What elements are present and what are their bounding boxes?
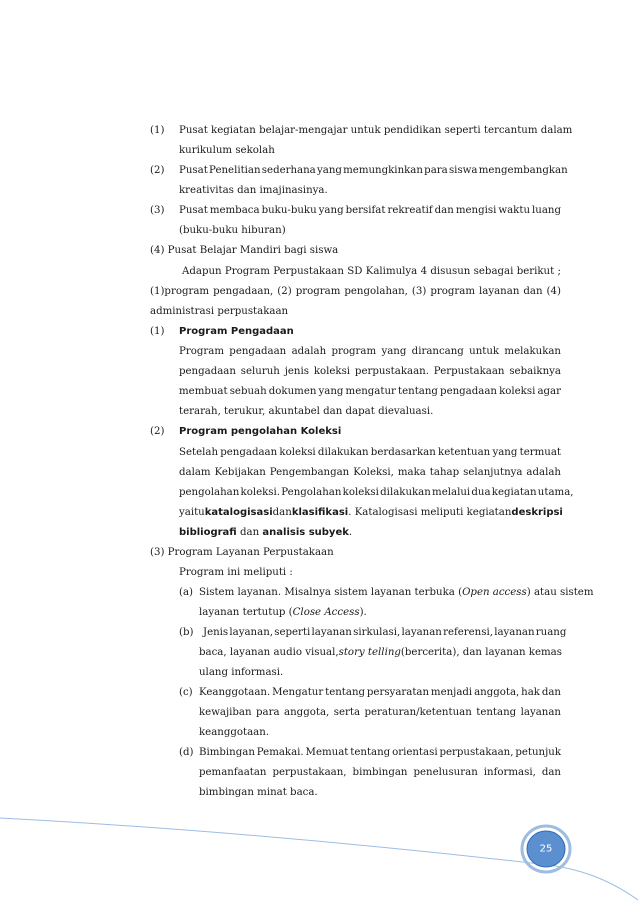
paragraph-line [179,523,352,543]
text: . [348,527,353,538]
paragraph-line: Program pengadaan adalah program yang dirancang untuk melakukan [179,346,561,357]
paragraph-line: bimbingan minat baca. [199,787,318,798]
text: yaitu [179,507,205,518]
bold-term: klasifikasi [291,507,349,518]
paragraph-line: dalam Kebijakan Pengembangan Koleksi, maka tahap selanjutnya adalah [179,467,561,478]
text: ). [359,607,367,618]
section-heading: Program pengolahan Koleksi [179,426,342,437]
text: dan [239,527,260,538]
paragraph-line: (buku-buku hiburan) [179,225,286,236]
list-marker: (b) [179,627,194,638]
italic-term: story telling [338,647,401,658]
bold-term: katalogisasi [204,507,273,518]
section-number: (2) [150,426,165,437]
paragraph-line: pengolahan koleksi. Pengolahan koleksi dilakukan melalui dua kegiatan utama, [179,487,574,498]
paragraph-line: Pusat membaca buku-buku yang bersifat rekreatif dan mengisi waktu luang [179,205,561,216]
text: . Katalogisasi meliputi kegiatan [348,507,512,518]
paragraph-line: Program ini meliputi : [179,567,293,578]
paragraph-line: ulang informasi. [199,667,284,678]
paragraph-line: Pusat Penelitian sederhana yang memungkinkan para siswa mengembangkan [179,165,568,176]
list-marker: (3) [150,205,165,216]
paragraph-line [179,121,573,141]
list-marker: (d) [179,747,194,758]
paragraph-line: (3) Program Layanan Perpustakaan [150,547,334,558]
paragraph-line: (1)program pengadaan, (2) program pengolahan, (3) program layanan dan (4) [150,286,561,297]
paragraph-line: Jenis layanan, seperti layanan sirkulasi, layanan referensi, layanan ruang [203,627,567,638]
text: layanan tertutup ( [199,607,293,618]
paragraph-line: Bimbingan Pemakai. Memuat tentang orientasi perpustakaan, petunjuk [199,747,561,758]
bold-term: bibliografi [179,527,237,538]
text: (bercerita), dan layanan kemas [400,647,562,658]
text: Sistem layanan. Misalnya sistem layanan terbuka ( [199,587,463,598]
italic-term: Close Access [292,607,360,618]
paragraph-line: terarah, terukur, akuntabel dan dapat dievaluasi. [179,406,434,417]
section-number: (1) [150,326,165,337]
text: Pusat kegiatan belajar-mengajar untuk pendidikan seperti tercantum dalam [179,125,573,136]
paragraph-line [199,583,594,603]
paragraph-line: Keanggotaan. Mengatur tentang persyaratan menjadi anggota, hak dan [199,687,561,698]
paragraph-line: administrasi perpustakaan [150,306,289,317]
paragraph-line: kewajiban para anggota, serta peraturan/ketentuan tentang layanan [199,707,561,718]
paragraph-line: keanggotaan. [199,727,270,738]
paragraph-line: pemanfaatan perpustakaan, bimbingan penelusuran informasi, dan [199,767,561,778]
list-marker: (1) [150,125,165,136]
page-number: 25 [539,843,553,855]
section-heading: Program Pengadaan [179,326,294,337]
bold-term: analisis subyek [262,527,349,538]
paragraph-line: kurikulum sekolah [179,145,275,156]
paragraph-line [199,603,367,623]
paragraph-line: kreativitas dan imajinasinya. [179,185,328,196]
paragraph-line [199,643,561,663]
paragraph-line: (4) Pusat Belajar Mandiri bagi siswa [150,245,339,256]
text: ) atau sistem [526,587,594,598]
list-marker: (a) [179,587,194,598]
paragraph-line: membuat sebuah dokumen yang mengatur tentang pengadaan koleksi agar [179,386,561,397]
paragraph-line: pengadaan seluruh jenis koleksi perpustakaan. Perpustakaan sebaiknya [179,366,561,377]
list-marker: (2) [150,165,165,176]
italic-term: Open access [462,587,527,598]
paragraph-line [179,503,561,523]
text: baca, layanan audio visual, [199,647,339,658]
bold-term: deskripsi [511,507,563,518]
list-marker: (c) [179,687,193,698]
paragraph-line: Adapun Program Perpustakaan SD Kalimulya 4 disusun sebagai berikut ; [182,266,561,277]
paragraph-line: Setelah pengadaan koleksi dilakukan berdasarkan ketentuan yang termuat [179,447,561,458]
text: dan [272,507,292,518]
